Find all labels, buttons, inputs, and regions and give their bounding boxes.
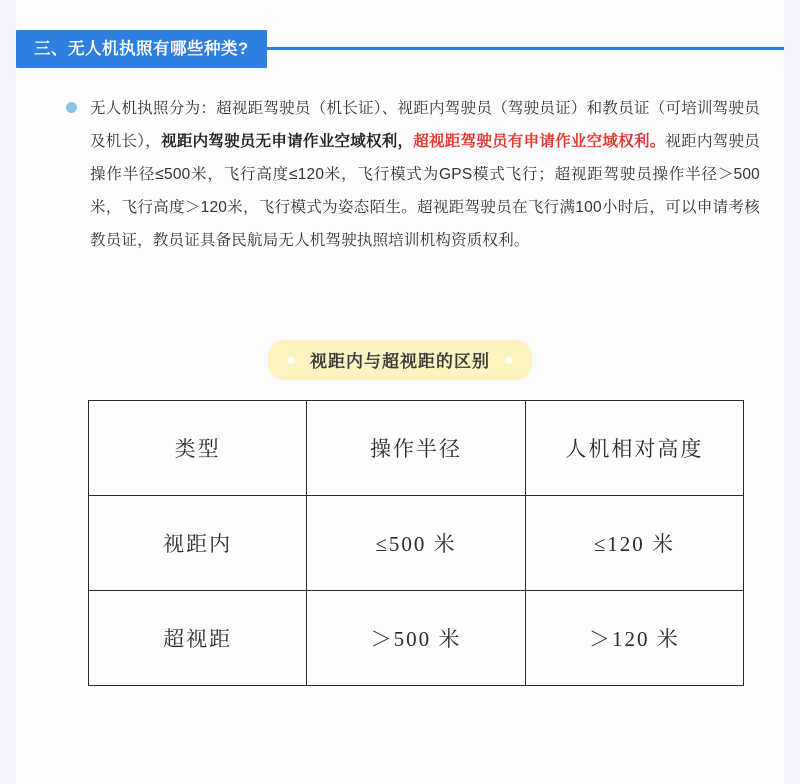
- pill-dot-left-icon: [288, 357, 295, 364]
- table-header-cell-type: 类型: [89, 401, 307, 496]
- comparison-table: [88, 400, 744, 686]
- table-header-row: [89, 401, 744, 496]
- table-cell-row1-type: 视距内: [89, 496, 307, 591]
- section-heading: [16, 30, 784, 72]
- comparison-title-row: [16, 340, 784, 380]
- paragraph-segment-2-bold: 视距内驾驶员无申请作业空域权利，: [161, 133, 414, 150]
- table-row: [89, 591, 744, 686]
- table-cell-row1-height: ≤120 米: [525, 496, 743, 591]
- table-cell-row2-height: ＞120 米: [525, 591, 743, 686]
- table-cell-row2-type: 超视距: [89, 591, 307, 686]
- table-row: [89, 496, 744, 591]
- bullet-dot-icon: [66, 102, 77, 113]
- paragraph-segment-1: 无人机执照分为：超视距驾驶员（机长证）、视距内驾驶员（驾驶员证）和教员证（可培训驾驶员及机长），: [90, 100, 760, 150]
- table-cell-row2-radius: ＞500 米: [307, 591, 525, 686]
- paragraph-segment-4: 视距内驾驶员操作半径≤500米，飞行高度≤120米，飞行模式为GPS模式飞行；超视距驾驶员操作半径＞500米，飞行高度＞120米，飞行模式为姿态陌生。超视距驾驶员在飞行满100小时后，可以申请考核教员证，教员证具备民航局无人机驾驶执照培训机构资质权利。: [90, 133, 760, 249]
- page-content: [16, 0, 784, 784]
- page-right-rail: [784, 0, 800, 784]
- heading-label: 三、无人机执照有哪些种类?: [16, 30, 267, 68]
- body-paragraph-block: [40, 92, 760, 257]
- paragraph-segment-3-highlight: 超视距驾驶员有申请作业空域权利。: [413, 133, 666, 150]
- comparison-table-wrapper: [88, 400, 744, 686]
- comparison-title-pill: [268, 340, 532, 380]
- comparison-title-text: 视距内与超视距的区别: [310, 352, 490, 371]
- table-header-cell-radius: 操作半径: [307, 401, 525, 496]
- body-paragraph: [90, 92, 760, 257]
- page-left-rail: [0, 0, 16, 784]
- table-header-cell-height: 人机相对高度: [525, 401, 743, 496]
- table-cell-row1-radius: ≤500 米: [307, 496, 525, 591]
- pill-dot-right-icon: [505, 357, 512, 364]
